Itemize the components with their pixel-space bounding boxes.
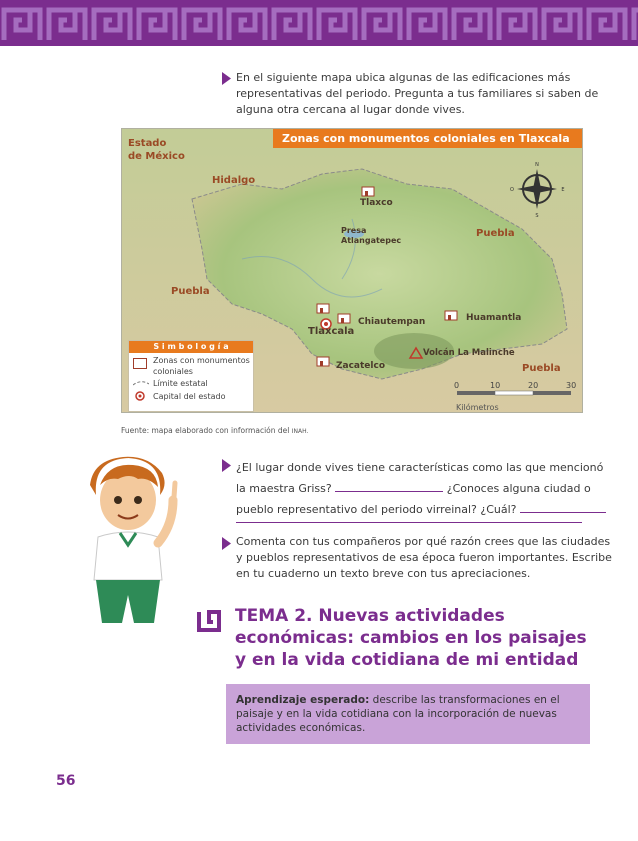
city-tlaxcala: Tlaxcala: [308, 326, 355, 337]
learning-line2: paisaje y en la vida cotidiana con la incorporación de nuevas: [236, 708, 557, 720]
scale-bar: [457, 391, 571, 395]
topic-heading: [235, 605, 587, 671]
city-presa: Atlangatepec: [341, 236, 402, 245]
boy-character-illustration: [78, 455, 188, 625]
region-hidalgo: Hidalgo: [212, 175, 256, 186]
question-two-line: y pueblos representativos de esa época fueron importantes. Escribe: [236, 551, 612, 564]
learning-objective-box: [226, 684, 590, 744]
bullet-arrow-icon: [222, 537, 231, 550]
intro-line: representativas del periodo. Pregunta a tus familiares si saben de: [236, 87, 599, 100]
scale-tick: 0: [454, 381, 460, 390]
question-one: [236, 457, 606, 520]
scale-tick: 20: [528, 381, 539, 390]
question-one-line1: ¿El lugar donde vives tiene características como las que mencionó: [236, 461, 604, 474]
question-one-line3-text: pueblo representativo del periodo virreinal? ¿Cuál?: [236, 503, 517, 516]
legend-item-monuments: coloniales: [153, 367, 193, 376]
volcan-la-malinche: Volcán La Malinche: [423, 348, 515, 358]
city-tlaxco: Tlaxco: [360, 198, 393, 208]
answer-blank-1[interactable]: [335, 480, 443, 492]
scale-tick: 30: [566, 381, 577, 390]
question-one-line2-a: la maestra Griss?: [236, 482, 332, 495]
scale-unit: Kilómetros: [456, 403, 499, 412]
greca-heading-icon: [197, 608, 223, 634]
learning-label: Aprendizaje esperado:: [236, 694, 370, 706]
learning-line1: [236, 693, 560, 707]
compass-s: S: [535, 213, 539, 219]
learning-line3: actividades económicas.: [236, 722, 366, 734]
region-estado-mexico: de México: [128, 151, 185, 162]
intro-line: alguna otra cercana al lugar donde vives.: [236, 103, 465, 116]
question-one-line3: [236, 499, 606, 520]
monument-symbol-icon: [317, 357, 329, 366]
region-puebla-west: Puebla: [171, 286, 210, 297]
map-source-text: Fuente: mapa elaborado con información del: [121, 426, 290, 435]
map-legend: [128, 340, 254, 412]
boundary-legend-icon: [133, 379, 149, 387]
region-puebla-southeast: Puebla: [522, 363, 561, 374]
intro-line: En el siguiente mapa ubica algunas de las edificaciones más: [236, 71, 571, 84]
topic-heading-line: y en la vida cotidiana de mi entidad: [235, 650, 579, 670]
question-one-line2: [236, 478, 606, 499]
learning-text: describe las transformaciones en el: [369, 694, 560, 706]
map-title-bar: [273, 129, 582, 148]
city-presa: Presa: [341, 226, 367, 235]
topic-heading-line: económicas: cambios en los paisajes: [235, 628, 587, 648]
city-zacatelco: Zacatelco: [336, 361, 386, 371]
legend-item-boundary: Límite estatal: [153, 379, 208, 388]
intro-paragraph: [236, 70, 598, 118]
page-number: 56: [56, 773, 76, 789]
capital-legend-icon: [135, 391, 145, 401]
city-huamantla: Huamantla: [466, 313, 522, 323]
question-two-line: Comenta con tus compañeros por qué razón crees que las ciudades: [236, 535, 611, 548]
map-title: Zonas con monumentos coloniales en Tlaxcala: [282, 132, 570, 145]
topic-heading-line: TEMA 2. Nuevas actividades: [235, 606, 505, 626]
question-one-line2-b: ¿Conoces alguna ciudad o: [446, 482, 591, 495]
monument-symbol-icon: [445, 311, 457, 320]
question-two-line: en tu cuaderno un texto breve con tus apreciaciones.: [236, 567, 531, 580]
bullet-arrow-icon: [222, 72, 231, 85]
scale-tick: 10: [490, 381, 501, 390]
legend-title: S i m b o l o g í a: [129, 341, 253, 353]
map-source-abbr: INAH.: [291, 428, 309, 435]
region-estado-mexico: Estado: [128, 138, 167, 149]
city-chiautempan: Chiautempan: [358, 317, 426, 327]
legend-item-monuments: Zonas con monumentos: [153, 356, 250, 365]
legend-item-capital: Capital del estado: [153, 392, 226, 401]
answer-blank-2[interactable]: [520, 501, 606, 513]
compass-n: N: [535, 162, 539, 168]
answer-blank-3[interactable]: [236, 522, 582, 523]
decorative-header-band: [0, 0, 638, 46]
question-two: [236, 534, 612, 582]
monument-symbol-icon: [317, 304, 329, 313]
compass-e: E: [561, 187, 565, 193]
compass-o: O: [510, 187, 514, 193]
monument-legend-icon: [133, 358, 147, 369]
map-source: [121, 426, 308, 435]
region-puebla-northeast: Puebla: [476, 228, 515, 239]
monument-symbol-icon: [362, 187, 374, 196]
monument-symbol-icon: [338, 314, 350, 323]
bullet-arrow-icon: [222, 459, 231, 472]
